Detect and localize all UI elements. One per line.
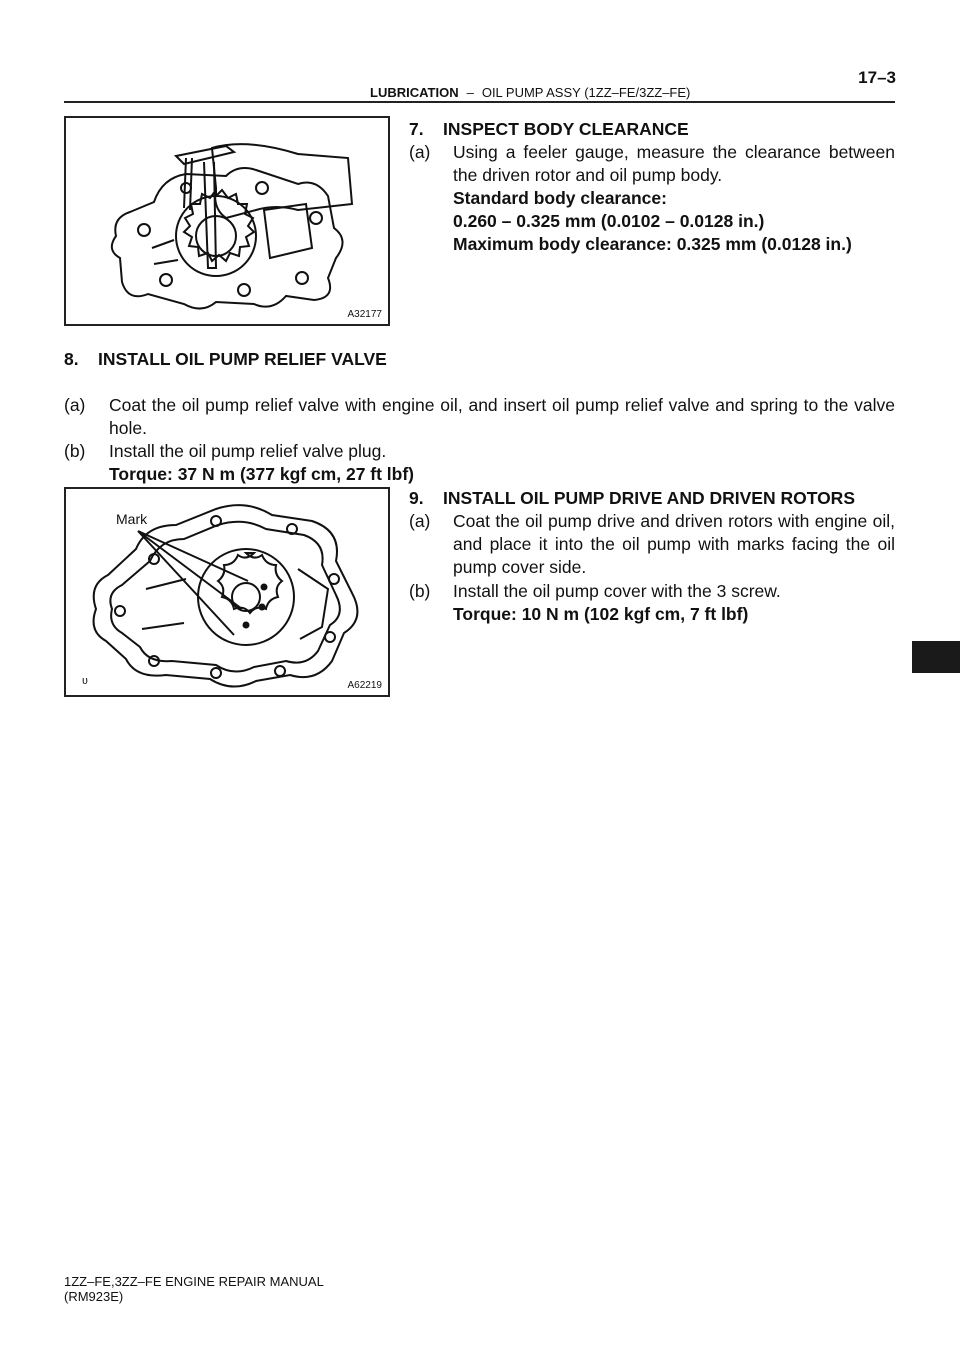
step7-a-marker: (a) bbox=[409, 142, 431, 162]
figure-glyph: ʋ bbox=[82, 675, 89, 687]
figure-rotor-marks bbox=[64, 487, 390, 697]
figure-code: A62219 bbox=[347, 680, 382, 691]
text-line: and place it into the oil pump with marks facing the oil bbox=[453, 534, 895, 554]
step7-a-text bbox=[453, 141, 895, 256]
footer-manual-title: 1ZZ–FE,3ZZ–FE ENGINE REPAIR MANUAL bbox=[64, 1274, 324, 1289]
step9-b-text bbox=[453, 580, 895, 626]
text-line: hole. bbox=[109, 418, 147, 438]
header-separator: – bbox=[466, 85, 474, 100]
step9-a-marker: (a) bbox=[409, 511, 431, 531]
step8-b-marker: (b) bbox=[64, 441, 86, 461]
spec-label: Standard body clearance: bbox=[453, 188, 667, 208]
footer bbox=[64, 1274, 324, 1304]
spec-value: 0.260 – 0.325 mm (0.0102 – 0.0128 in.) bbox=[453, 211, 765, 231]
header-subsection: OIL PUMP ASSY (1ZZ–FE/3ZZ–FE) bbox=[481, 85, 691, 100]
figure-code: A32177 bbox=[347, 309, 382, 320]
footer-manual-code: (RM923E) bbox=[64, 1289, 124, 1304]
max-spec: Maximum body clearance: 0.325 mm (0.0128 in.) bbox=[453, 234, 852, 254]
step8-a-text bbox=[109, 394, 895, 440]
step9-a-text bbox=[453, 510, 895, 579]
section-thumb-tab bbox=[912, 641, 960, 673]
mark-label: Mark bbox=[116, 511, 148, 527]
step8-a-marker: (a) bbox=[64, 395, 86, 415]
step7-title: 7. INSPECT BODY CLEARANCE bbox=[409, 119, 689, 139]
page-number: 17–3 bbox=[858, 68, 896, 87]
header-section: LUBRICATION bbox=[370, 85, 459, 100]
text-line: Install the oil pump relief valve plug. bbox=[109, 441, 387, 461]
feeler-gauge-illustration bbox=[66, 118, 388, 324]
text-line: Coat the oil pump relief valve with engine oil, and insert oil pump relief valve and spring to the valve bbox=[109, 395, 895, 415]
step8-title: 8. INSTALL OIL PUMP RELIEF VALVE bbox=[64, 349, 387, 369]
step8-b-text bbox=[109, 440, 609, 486]
text-line: Coat the oil pump drive and driven rotors with engine oil, bbox=[453, 511, 895, 531]
figure-feeler-gauge bbox=[64, 116, 390, 326]
text-line: Install the oil pump cover with the 3 screw. bbox=[453, 581, 781, 601]
step9-b-marker: (b) bbox=[409, 581, 431, 601]
torque-spec: Torque: 10 N m (102 kgf cm, 7 ft lbf) bbox=[453, 604, 749, 624]
header-rule bbox=[64, 101, 895, 103]
text-line: the driven rotor and oil pump body. bbox=[453, 165, 723, 185]
step9-title: 9. INSTALL OIL PUMP DRIVE AND DRIVEN ROTORS bbox=[409, 488, 855, 508]
text-line: pump cover side. bbox=[453, 557, 587, 577]
running-header bbox=[370, 85, 690, 100]
torque-spec: Torque: 37 N m (377 kgf cm, 27 ft lbf) bbox=[109, 464, 415, 484]
text-line: Using a feeler gauge, measure the clearance between bbox=[453, 142, 895, 162]
rotor-marks-illustration bbox=[66, 489, 388, 695]
